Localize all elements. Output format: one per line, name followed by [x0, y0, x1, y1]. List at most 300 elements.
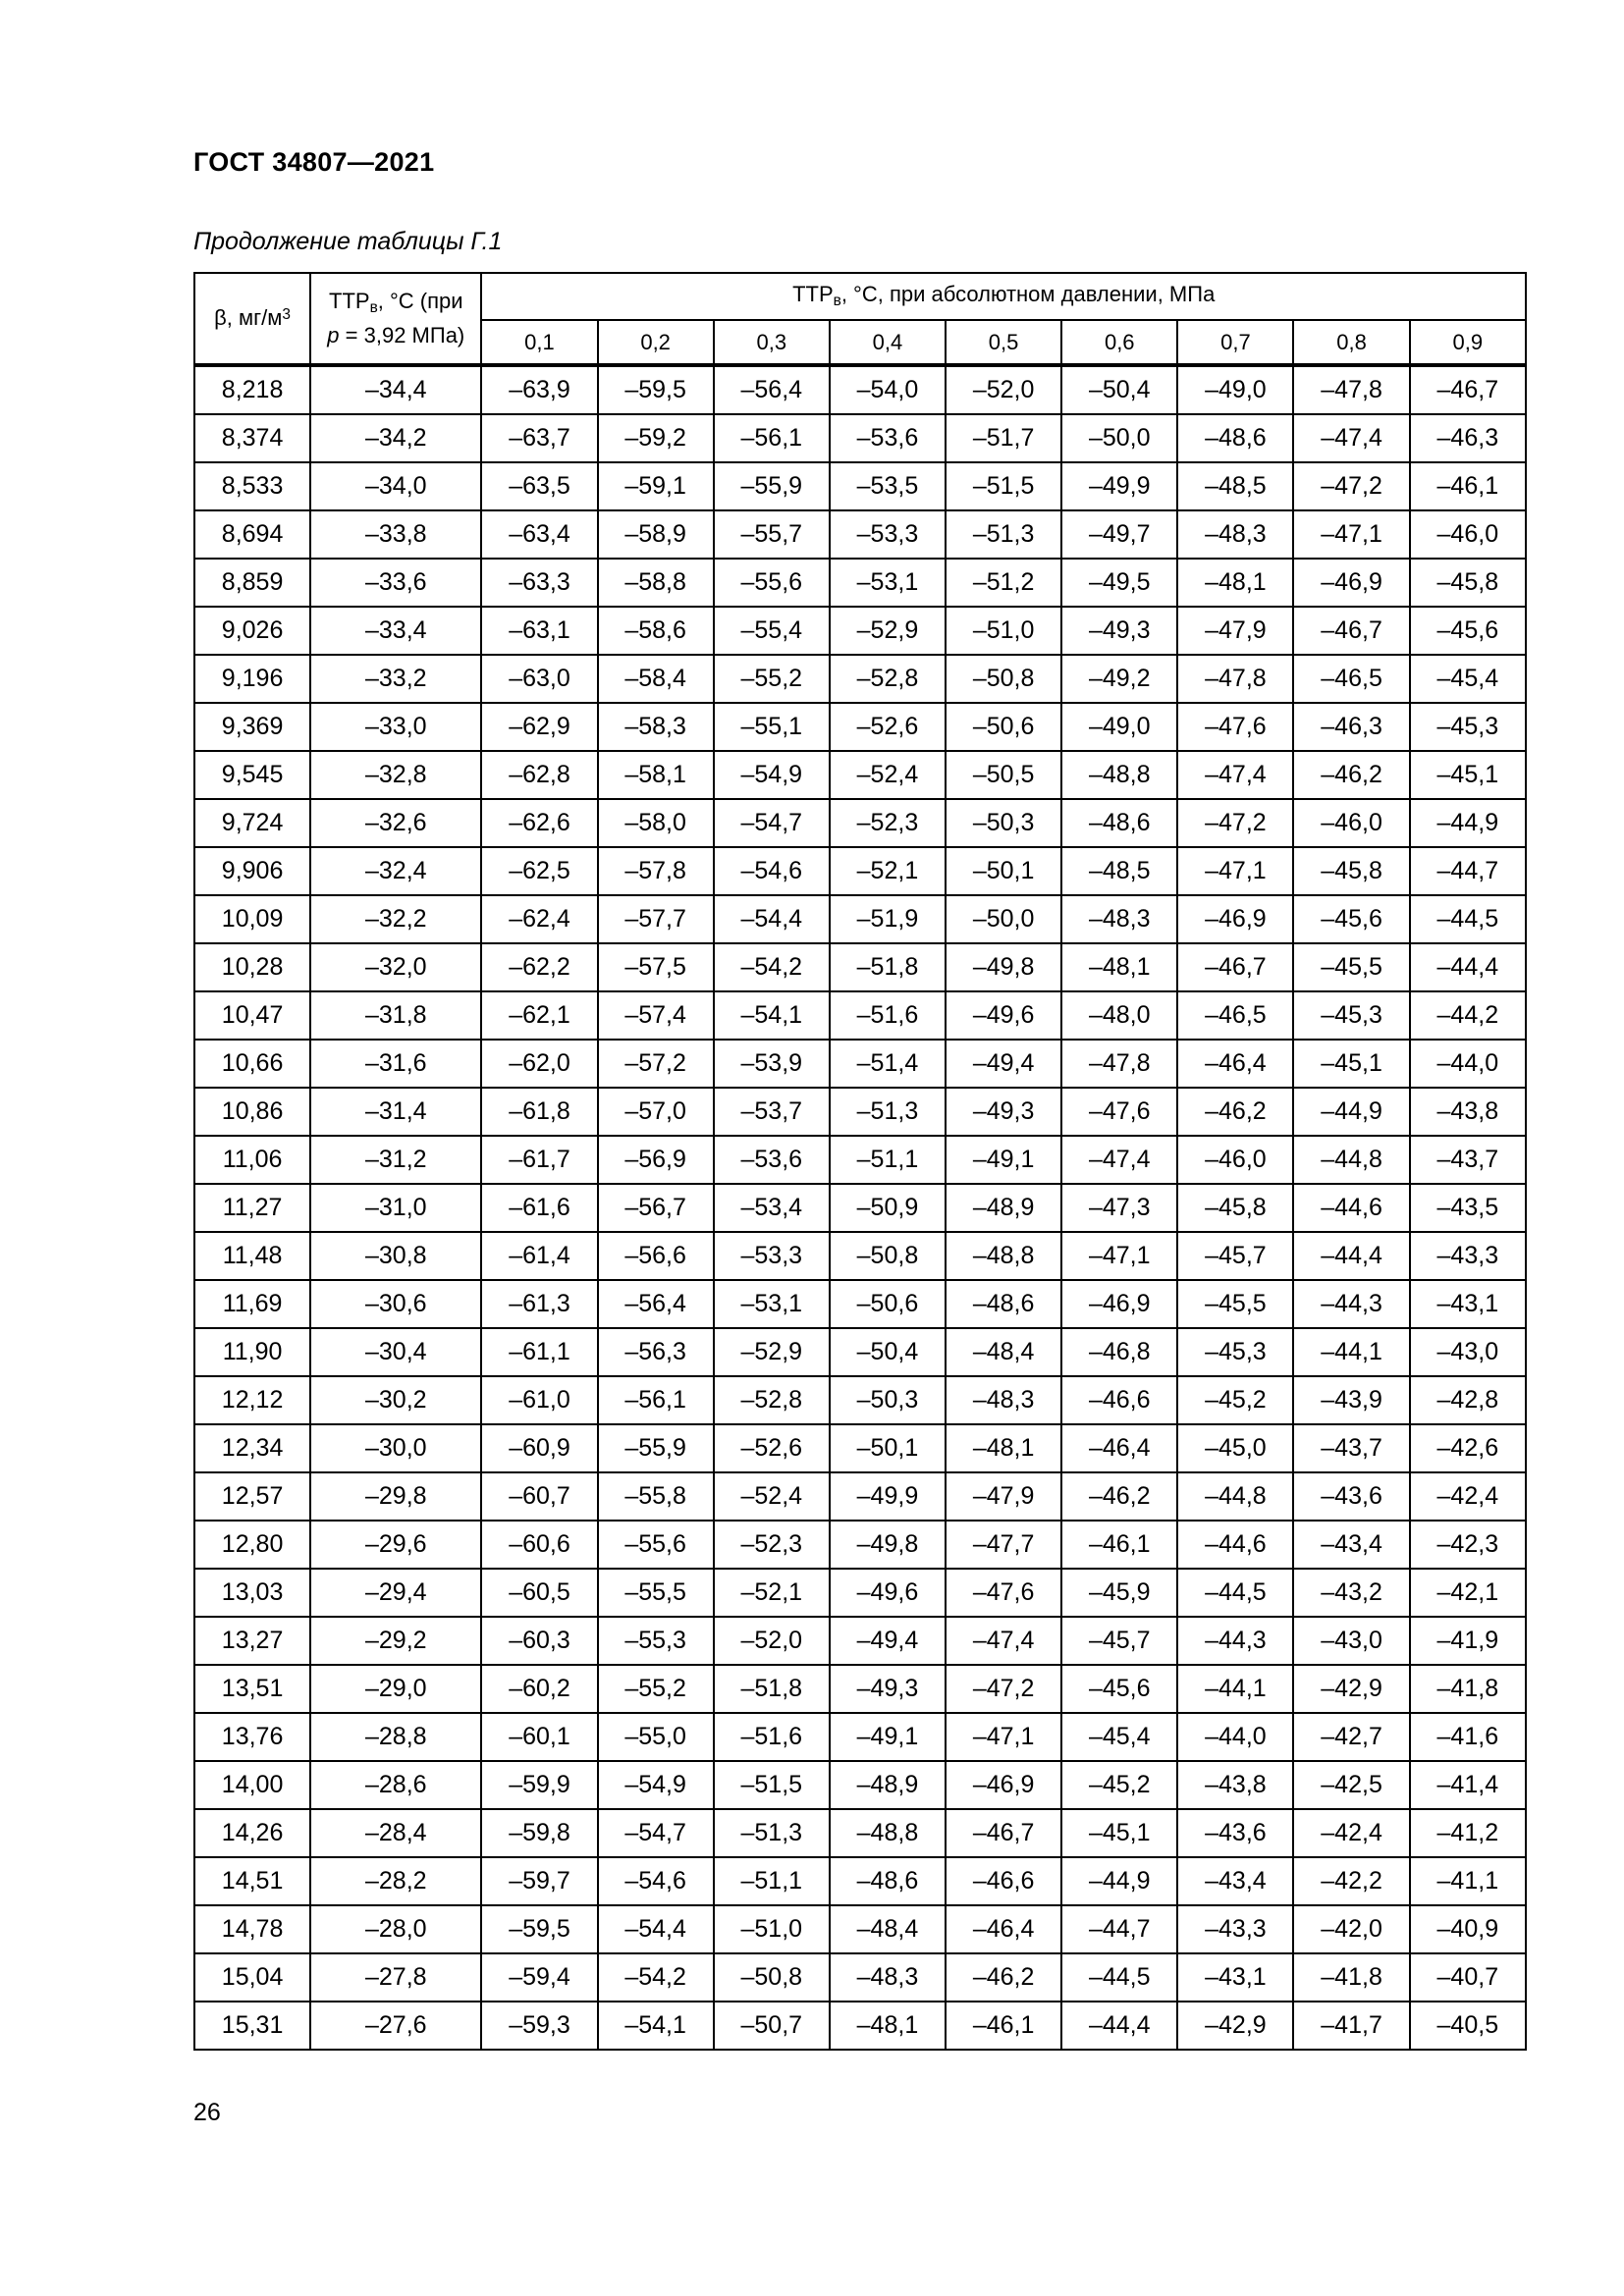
cell-ttr-pressure: –41,2 — [1410, 1809, 1526, 1857]
table-row — [194, 943, 1526, 991]
cell-ttr-pressure: –59,7 — [481, 1857, 597, 1905]
cell-ttr-pressure: –47,6 — [1061, 1088, 1177, 1136]
cell-ttr-pressure: –41,8 — [1293, 1953, 1409, 2002]
cell-ttr-pressure: –46,4 — [1061, 1424, 1177, 1472]
table-row — [194, 1232, 1526, 1280]
cell-ttr-pressure: –42,9 — [1177, 2002, 1293, 2050]
cell-ttr-pressure: –63,1 — [481, 607, 597, 655]
cell-ttr-pressure: –51,1 — [714, 1857, 830, 1905]
cell-ttr-pressure: –46,9 — [946, 1761, 1061, 1809]
cell-ttr-pressure: –54,1 — [598, 2002, 714, 2050]
table-row — [194, 1424, 1526, 1472]
table-row — [194, 799, 1526, 847]
cell-beta: 10,28 — [194, 943, 310, 991]
cell-ttr-pressure: –59,3 — [481, 2002, 597, 2050]
cell-ttr-reference: –30,8 — [310, 1232, 481, 1280]
header-pressure: 0,9 — [1410, 320, 1526, 365]
cell-ttr-pressure: –44,4 — [1410, 943, 1526, 991]
table-row — [194, 559, 1526, 607]
cell-ttr-pressure: –45,9 — [1061, 1569, 1177, 1617]
cell-beta: 13,03 — [194, 1569, 310, 1617]
cell-ttr-pressure: –60,5 — [481, 1569, 597, 1617]
cell-ttr-pressure: –42,5 — [1293, 1761, 1409, 1809]
cell-ttr-pressure: –60,2 — [481, 1665, 597, 1713]
cell-ttr-pressure: –56,4 — [598, 1280, 714, 1328]
cell-beta: 10,86 — [194, 1088, 310, 1136]
cell-ttr-pressure: –47,2 — [946, 1665, 1061, 1713]
cell-ttr-pressure: –48,1 — [1177, 559, 1293, 607]
header-beta — [194, 273, 310, 365]
cell-ttr-pressure: –52,9 — [714, 1328, 830, 1376]
cell-ttr-pressure: –59,2 — [598, 414, 714, 462]
cell-ttr-pressure: –61,0 — [481, 1376, 597, 1424]
cell-ttr-pressure: –51,8 — [830, 943, 946, 991]
cell-ttr-pressure: –49,3 — [830, 1665, 946, 1713]
cell-beta: 8,694 — [194, 510, 310, 559]
cell-ttr-pressure: –48,8 — [1061, 751, 1177, 799]
cell-beta: 12,57 — [194, 1472, 310, 1521]
header-ttr-p-value: = 3,92 МПа) — [339, 322, 465, 347]
cell-beta: 9,369 — [194, 703, 310, 751]
cell-ttr-pressure: –57,5 — [598, 943, 714, 991]
cell-beta: 15,31 — [194, 2002, 310, 2050]
header-pressure: 0,2 — [598, 320, 714, 365]
cell-ttr-pressure: –42,7 — [1293, 1713, 1409, 1761]
cell-ttr-pressure: –59,5 — [598, 365, 714, 414]
cell-ttr-pressure: –55,6 — [714, 559, 830, 607]
cell-ttr-pressure: –48,4 — [946, 1328, 1061, 1376]
cell-ttr-pressure: –47,6 — [1177, 703, 1293, 751]
cell-ttr-pressure: –41,6 — [1410, 1713, 1526, 1761]
cell-ttr-pressure: –48,6 — [830, 1857, 946, 1905]
cell-ttr-pressure: –52,0 — [714, 1617, 830, 1665]
cell-ttr-pressure: –42,0 — [1293, 1905, 1409, 1953]
header-group-label: ТТР — [792, 282, 834, 307]
table-row — [194, 1376, 1526, 1424]
cell-ttr-pressure: –47,2 — [1293, 462, 1409, 510]
cell-ttr-pressure: –43,5 — [1410, 1184, 1526, 1232]
cell-ttr-pressure: –50,7 — [714, 2002, 830, 2050]
cell-ttr-reference: –30,2 — [310, 1376, 481, 1424]
cell-ttr-pressure: –49,4 — [946, 1040, 1061, 1088]
cell-ttr-pressure: –63,7 — [481, 414, 597, 462]
cell-ttr-pressure: –48,8 — [946, 1232, 1061, 1280]
cell-ttr-pressure: –44,5 — [1061, 1953, 1177, 2002]
cell-ttr-pressure: –51,0 — [714, 1905, 830, 1953]
cell-ttr-pressure: –47,4 — [1293, 414, 1409, 462]
cell-ttr-reference: –32,0 — [310, 943, 481, 991]
header-beta-superscript: 3 — [282, 306, 291, 324]
cell-ttr-pressure: –59,1 — [598, 462, 714, 510]
cell-beta: 11,90 — [194, 1328, 310, 1376]
cell-ttr-pressure: –52,1 — [830, 847, 946, 895]
cell-ttr-pressure: –45,1 — [1061, 1809, 1177, 1857]
cell-ttr-pressure: –47,4 — [1061, 1136, 1177, 1184]
cell-beta: 12,12 — [194, 1376, 310, 1424]
cell-ttr-pressure: –57,0 — [598, 1088, 714, 1136]
table-row — [194, 1569, 1526, 1617]
cell-ttr-pressure: –58,8 — [598, 559, 714, 607]
cell-ttr-pressure: –47,8 — [1061, 1040, 1177, 1088]
table-row — [194, 1905, 1526, 1953]
cell-ttr-pressure: –52,3 — [830, 799, 946, 847]
cell-ttr-pressure: –46,9 — [1061, 1280, 1177, 1328]
cell-ttr-pressure: –47,8 — [1177, 655, 1293, 703]
cell-ttr-pressure: –49,9 — [1061, 462, 1177, 510]
cell-ttr-pressure: –43,1 — [1177, 1953, 1293, 2002]
cell-ttr-pressure: –49,2 — [1061, 655, 1177, 703]
cell-ttr-pressure: –49,1 — [830, 1713, 946, 1761]
cell-ttr-pressure: –47,1 — [1061, 1232, 1177, 1280]
cell-ttr-pressure: –51,9 — [830, 895, 946, 943]
cell-ttr-pressure: –60,7 — [481, 1472, 597, 1521]
cell-ttr-pressure: –56,3 — [598, 1328, 714, 1376]
cell-ttr-pressure: –48,8 — [830, 1809, 946, 1857]
cell-ttr-pressure: –40,7 — [1410, 1953, 1526, 2002]
table-row — [194, 462, 1526, 510]
cell-ttr-pressure: –45,7 — [1177, 1232, 1293, 1280]
cell-ttr-pressure: –48,1 — [830, 2002, 946, 2050]
table-row — [194, 1857, 1526, 1905]
cell-beta: 14,78 — [194, 1905, 310, 1953]
cell-ttr-pressure: –43,3 — [1410, 1232, 1526, 1280]
cell-ttr-pressure: –46,8 — [1061, 1328, 1177, 1376]
cell-ttr-pressure: –46,2 — [1177, 1088, 1293, 1136]
cell-ttr-pressure: –44,3 — [1293, 1280, 1409, 1328]
cell-ttr-pressure: –58,1 — [598, 751, 714, 799]
cell-ttr-pressure: –58,6 — [598, 607, 714, 655]
cell-ttr-pressure: –55,5 — [598, 1569, 714, 1617]
cell-ttr-pressure: –53,6 — [830, 414, 946, 462]
cell-beta: 12,34 — [194, 1424, 310, 1472]
cell-ttr-pressure: –49,5 — [1061, 559, 1177, 607]
cell-ttr-reference: –32,8 — [310, 751, 481, 799]
cell-ttr-pressure: –47,4 — [1177, 751, 1293, 799]
cell-ttr-pressure: –51,3 — [714, 1809, 830, 1857]
cell-ttr-pressure: –45,3 — [1177, 1328, 1293, 1376]
cell-ttr-pressure: –47,1 — [1177, 847, 1293, 895]
cell-ttr-reference: –32,2 — [310, 895, 481, 943]
cell-ttr-reference: –32,4 — [310, 847, 481, 895]
cell-ttr-pressure: –59,9 — [481, 1761, 597, 1809]
cell-ttr-pressure: –49,6 — [830, 1569, 946, 1617]
cell-ttr-pressure: –44,3 — [1177, 1617, 1293, 1665]
cell-ttr-pressure: –42,4 — [1410, 1472, 1526, 1521]
cell-ttr-pressure: –47,9 — [946, 1472, 1061, 1521]
cell-beta: 10,47 — [194, 991, 310, 1040]
cell-ttr-pressure: –53,6 — [714, 1136, 830, 1184]
cell-ttr-pressure: –54,6 — [714, 847, 830, 895]
cell-ttr-pressure: –61,7 — [481, 1136, 597, 1184]
cell-ttr-pressure: –47,1 — [1293, 510, 1409, 559]
cell-ttr-pressure: –46,7 — [1410, 365, 1526, 414]
cell-ttr-pressure: –51,2 — [946, 559, 1061, 607]
cell-ttr-pressure: –46,9 — [1293, 559, 1409, 607]
cell-ttr-reference: –29,2 — [310, 1617, 481, 1665]
cell-ttr-pressure: –62,0 — [481, 1040, 597, 1088]
cell-ttr-pressure: –53,1 — [714, 1280, 830, 1328]
table-row — [194, 1472, 1526, 1521]
cell-ttr-pressure: –48,3 — [1061, 895, 1177, 943]
cell-ttr-pressure: –55,1 — [714, 703, 830, 751]
cell-ttr-pressure: –46,7 — [1177, 943, 1293, 991]
cell-ttr-pressure: –49,0 — [1177, 365, 1293, 414]
cell-ttr-pressure: –55,9 — [598, 1424, 714, 1472]
cell-ttr-pressure: –53,7 — [714, 1088, 830, 1136]
table-body — [194, 365, 1526, 2050]
cell-beta: 13,27 — [194, 1617, 310, 1665]
cell-ttr-pressure: –44,1 — [1293, 1328, 1409, 1376]
cell-ttr-pressure: –54,7 — [598, 1809, 714, 1857]
cell-ttr-pressure: –42,8 — [1410, 1376, 1526, 1424]
cell-ttr-pressure: –56,1 — [598, 1376, 714, 1424]
cell-ttr-reference: –28,6 — [310, 1761, 481, 1809]
table-row — [194, 1713, 1526, 1761]
cell-ttr-pressure: –50,3 — [830, 1376, 946, 1424]
cell-ttr-reference: –29,0 — [310, 1665, 481, 1713]
cell-ttr-pressure: –50,0 — [946, 895, 1061, 943]
table-row — [194, 991, 1526, 1040]
table-row — [194, 1521, 1526, 1569]
cell-ttr-pressure: –45,0 — [1177, 1424, 1293, 1472]
cell-ttr-reference: –31,4 — [310, 1088, 481, 1136]
cell-ttr-pressure: –54,1 — [714, 991, 830, 1040]
cell-beta: 15,04 — [194, 1953, 310, 2002]
cell-ttr-pressure: –58,4 — [598, 655, 714, 703]
cell-beta: 9,196 — [194, 655, 310, 703]
header-group-subscript: в — [833, 293, 841, 310]
cell-ttr-pressure: –46,5 — [1293, 655, 1409, 703]
cell-ttr-pressure: –50,0 — [1061, 414, 1177, 462]
cell-ttr-pressure: –44,5 — [1410, 895, 1526, 943]
cell-ttr-pressure: –59,8 — [481, 1809, 597, 1857]
header-ttr-reference — [310, 273, 481, 365]
cell-ttr-pressure: –63,0 — [481, 655, 597, 703]
cell-ttr-reference: –29,4 — [310, 1569, 481, 1617]
cell-ttr-pressure: –45,1 — [1410, 751, 1526, 799]
cell-ttr-pressure: –60,9 — [481, 1424, 597, 1472]
cell-ttr-pressure: –45,4 — [1410, 655, 1526, 703]
cell-ttr-reference: –28,8 — [310, 1713, 481, 1761]
cell-beta: 8,533 — [194, 462, 310, 510]
cell-ttr-pressure: –55,2 — [598, 1665, 714, 1713]
cell-ttr-pressure: –43,9 — [1293, 1376, 1409, 1424]
cell-ttr-pressure: –52,8 — [714, 1376, 830, 1424]
cell-ttr-pressure: –60,3 — [481, 1617, 597, 1665]
header-pressure: 0,6 — [1061, 320, 1177, 365]
cell-beta: 11,69 — [194, 1280, 310, 1328]
cell-ttr-pressure: –61,4 — [481, 1232, 597, 1280]
cell-ttr-pressure: –45,8 — [1293, 847, 1409, 895]
header-ttr-p: р — [327, 322, 340, 347]
cell-ttr-pressure: –61,6 — [481, 1184, 597, 1232]
cell-ttr-pressure: –49,8 — [946, 943, 1061, 991]
cell-ttr-pressure: –43,8 — [1177, 1761, 1293, 1809]
header-pressure: 0,5 — [946, 320, 1061, 365]
table-caption: Продолжение таблицы Г.1 — [193, 228, 503, 255]
cell-ttr-pressure: –60,1 — [481, 1713, 597, 1761]
cell-ttr-pressure: –46,1 — [946, 2002, 1061, 2050]
cell-ttr-pressure: –52,4 — [830, 751, 946, 799]
cell-ttr-pressure: –53,1 — [830, 559, 946, 607]
cell-ttr-pressure: –57,2 — [598, 1040, 714, 1088]
cell-ttr-pressure: –55,8 — [598, 1472, 714, 1521]
cell-ttr-pressure: –44,9 — [1410, 799, 1526, 847]
cell-ttr-pressure: –42,9 — [1293, 1665, 1409, 1713]
cell-ttr-pressure: –63,5 — [481, 462, 597, 510]
cell-ttr-pressure: –47,9 — [1177, 607, 1293, 655]
cell-ttr-pressure: –46,9 — [1177, 895, 1293, 943]
cell-ttr-pressure: –44,1 — [1177, 1665, 1293, 1713]
table-row — [194, 1136, 1526, 1184]
cell-ttr-pressure: –50,4 — [1061, 365, 1177, 414]
cell-ttr-pressure: –56,9 — [598, 1136, 714, 1184]
table-row — [194, 847, 1526, 895]
cell-beta: 13,76 — [194, 1713, 310, 1761]
cell-ttr-pressure: –43,3 — [1177, 1905, 1293, 1953]
cell-ttr-pressure: –48,9 — [830, 1761, 946, 1809]
cell-ttr-pressure: –54,2 — [598, 1953, 714, 2002]
cell-ttr-pressure: –52,0 — [946, 365, 1061, 414]
cell-ttr-pressure: –48,3 — [946, 1376, 1061, 1424]
cell-ttr-pressure: –55,9 — [714, 462, 830, 510]
table-row — [194, 607, 1526, 655]
cell-ttr-pressure: –54,0 — [830, 365, 946, 414]
cell-ttr-pressure: –46,7 — [1293, 607, 1409, 655]
page-number: 26 — [193, 2099, 221, 2126]
cell-ttr-pressure: –45,4 — [1061, 1713, 1177, 1761]
cell-ttr-pressure: –42,3 — [1410, 1521, 1526, 1569]
cell-ttr-pressure: –47,4 — [946, 1617, 1061, 1665]
cell-ttr-pressure: –48,3 — [1177, 510, 1293, 559]
document-title: ГОСТ 34807—2021 — [193, 147, 435, 177]
cell-ttr-pressure: –51,3 — [946, 510, 1061, 559]
cell-ttr-pressure: –49,8 — [830, 1521, 946, 1569]
cell-ttr-pressure: –50,8 — [830, 1232, 946, 1280]
cell-beta: 14,51 — [194, 1857, 310, 1905]
cell-ttr-reference: –32,6 — [310, 799, 481, 847]
cell-ttr-pressure: –46,0 — [1293, 799, 1409, 847]
cell-beta: 11,27 — [194, 1184, 310, 1232]
cell-ttr-pressure: –55,3 — [598, 1617, 714, 1665]
cell-beta: 14,00 — [194, 1761, 310, 1809]
cell-ttr-pressure: –50,8 — [714, 1953, 830, 2002]
table-row — [194, 1184, 1526, 1232]
cell-ttr-pressure: –44,0 — [1410, 1040, 1526, 1088]
cell-ttr-pressure: –62,6 — [481, 799, 597, 847]
cell-beta: 8,218 — [194, 365, 310, 414]
cell-ttr-pressure: –48,6 — [946, 1280, 1061, 1328]
cell-ttr-pressure: –54,2 — [714, 943, 830, 991]
cell-ttr-pressure: –62,5 — [481, 847, 597, 895]
header-beta-label: β, мг/м — [214, 305, 283, 331]
cell-ttr-pressure: –51,1 — [830, 1136, 946, 1184]
cell-ttr-pressure: –40,5 — [1410, 2002, 1526, 2050]
cell-ttr-pressure: –44,5 — [1177, 1569, 1293, 1617]
cell-ttr-reference: –31,6 — [310, 1040, 481, 1088]
cell-beta: 11,06 — [194, 1136, 310, 1184]
cell-ttr-pressure: –46,2 — [1061, 1472, 1177, 1521]
table-row — [194, 1953, 1526, 2002]
cell-ttr-pressure: –52,8 — [830, 655, 946, 703]
cell-ttr-pressure: –46,0 — [1177, 1136, 1293, 1184]
cell-ttr-pressure: –46,4 — [946, 1905, 1061, 1953]
cell-ttr-pressure: –45,2 — [1061, 1761, 1177, 1809]
cell-ttr-pressure: –48,5 — [1061, 847, 1177, 895]
cell-beta: 9,545 — [194, 751, 310, 799]
cell-ttr-pressure: –55,0 — [598, 1713, 714, 1761]
table-row — [194, 1280, 1526, 1328]
header-pressure: 0,7 — [1177, 320, 1293, 365]
cell-ttr-pressure: –53,3 — [714, 1232, 830, 1280]
table-row — [194, 365, 1526, 414]
cell-ttr-pressure: –55,7 — [714, 510, 830, 559]
cell-ttr-pressure: –46,4 — [1177, 1040, 1293, 1088]
cell-ttr-pressure: –50,6 — [946, 703, 1061, 751]
cell-ttr-pressure: –61,8 — [481, 1088, 597, 1136]
cell-ttr-pressure: –62,9 — [481, 703, 597, 751]
cell-ttr-pressure: –62,1 — [481, 991, 597, 1040]
cell-beta: 10,66 — [194, 1040, 310, 1088]
cell-ttr-pressure: –55,6 — [598, 1521, 714, 1569]
cell-ttr-pressure: –51,5 — [714, 1761, 830, 1809]
cell-ttr-pressure: –46,5 — [1177, 991, 1293, 1040]
cell-ttr-reference: –31,8 — [310, 991, 481, 1040]
cell-ttr-reference: –34,2 — [310, 414, 481, 462]
cell-ttr-pressure: –45,3 — [1293, 991, 1409, 1040]
cell-beta: 9,906 — [194, 847, 310, 895]
cell-ttr-pressure: –50,4 — [830, 1328, 946, 1376]
cell-ttr-pressure: –51,7 — [946, 414, 1061, 462]
header-ttr-subscript: в — [369, 299, 378, 317]
cell-ttr-pressure: –49,4 — [830, 1617, 946, 1665]
cell-ttr-pressure: –46,7 — [946, 1809, 1061, 1857]
cell-ttr-pressure: –45,5 — [1293, 943, 1409, 991]
cell-ttr-pressure: –48,0 — [1061, 991, 1177, 1040]
cell-ttr-pressure: –41,1 — [1410, 1857, 1526, 1905]
cell-beta: 13,51 — [194, 1665, 310, 1713]
cell-ttr-pressure: –44,4 — [1061, 2002, 1177, 2050]
cell-ttr-pressure: –51,6 — [830, 991, 946, 1040]
cell-ttr-pressure: –41,9 — [1410, 1617, 1526, 1665]
cell-ttr-pressure: –43,1 — [1410, 1280, 1526, 1328]
cell-ttr-pressure: –41,8 — [1410, 1665, 1526, 1713]
cell-ttr-pressure: –49,9 — [830, 1472, 946, 1521]
cell-ttr-pressure: –49,1 — [946, 1136, 1061, 1184]
cell-ttr-pressure: –49,7 — [1061, 510, 1177, 559]
header-ttr-suffix: , °С (при — [377, 289, 463, 314]
header-group-suffix: , °С, при абсолютном давлении, МПа — [840, 282, 1216, 307]
cell-ttr-pressure: –54,6 — [598, 1857, 714, 1905]
cell-ttr-pressure: –52,9 — [830, 607, 946, 655]
cell-beta: 8,374 — [194, 414, 310, 462]
cell-ttr-pressure: –44,4 — [1293, 1232, 1409, 1280]
cell-ttr-pressure: –44,6 — [1177, 1521, 1293, 1569]
cell-ttr-pressure: –48,3 — [830, 1953, 946, 2002]
header-pressure-group — [481, 273, 1526, 320]
cell-ttr-pressure: –48,6 — [1061, 799, 1177, 847]
cell-ttr-pressure: –45,7 — [1061, 1617, 1177, 1665]
cell-ttr-pressure: –49,0 — [1061, 703, 1177, 751]
cell-ttr-reference: –33,2 — [310, 655, 481, 703]
cell-ttr-pressure: –51,4 — [830, 1040, 946, 1088]
cell-ttr-pressure: –48,1 — [946, 1424, 1061, 1472]
cell-ttr-reference: –29,6 — [310, 1521, 481, 1569]
hydrate-temperature-table — [193, 272, 1527, 2051]
cell-ttr-reference: –31,0 — [310, 1184, 481, 1232]
cell-ttr-pressure: –51,8 — [714, 1665, 830, 1713]
cell-ttr-reference: –34,0 — [310, 462, 481, 510]
